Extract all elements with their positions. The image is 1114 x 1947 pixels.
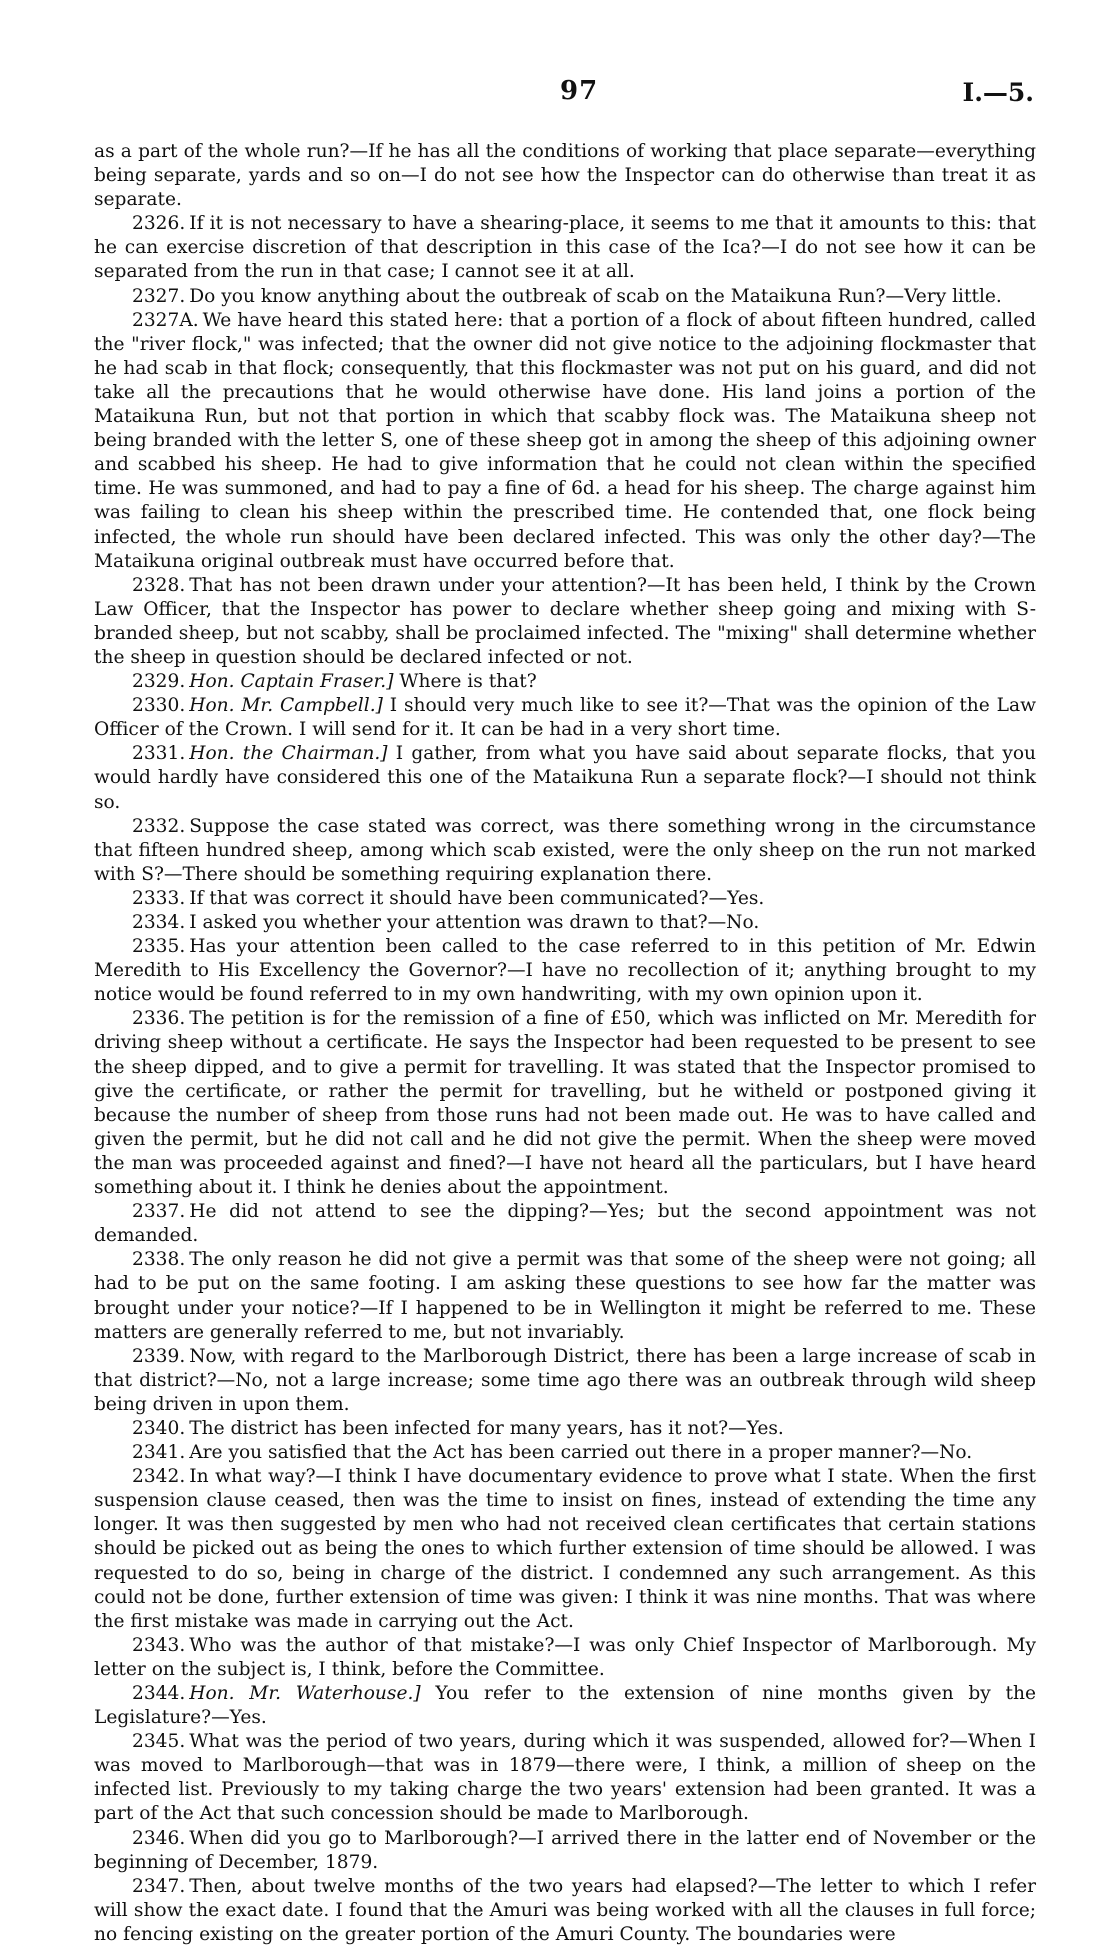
- paragraph-text: Suppose the case stated was correct, was there something wrong in the circumstance that fifteen hundred sheep, among which scab existed, were the only sheep on the run not marked with S?—There should be something requiring explanation there.: [94, 815, 1036, 885]
- paragraph-text: When did you go to Marlborough?—I arrived there in the latter end of November or the beginning of December, 1879.: [94, 1827, 1036, 1873]
- paragraph: [94, 212, 1036, 284]
- paragraph-text: Where is that?: [399, 671, 537, 693]
- paragraph: [94, 1417, 1036, 1441]
- paragraph-text: Has your attention been called to the case referred to in this petition of Mr. Edwin Meredith to His Excellency the Governor?—I have no recollection of it; anything brought to my notice would be found referred to in my own handwriting, with my own opinion upon it.: [94, 936, 1036, 1006]
- paragraph: [94, 1730, 1036, 1826]
- question-number: 2341.: [132, 1442, 186, 1464]
- speaker-name: Hon. Mr. Waterhouse.]: [189, 1683, 421, 1704]
- paragraph-text: Who was the author of that mistake?—I was only Chief Inspector of Marlborough. My letter on the subject is, I think, before the Committee.: [94, 1634, 1036, 1680]
- paragraph: [94, 309, 1036, 574]
- paragraph: [94, 1007, 1036, 1200]
- question-number: 2343.: [132, 1634, 186, 1656]
- paragraph: [94, 574, 1036, 670]
- paragraph: [94, 1200, 1036, 1248]
- question-number: 2335.: [132, 936, 186, 958]
- question-number: 2339.: [132, 1345, 186, 1367]
- question-number: 2345.: [132, 1731, 186, 1753]
- question-number: 2328.: [132, 574, 186, 596]
- paragraph-text: What was the period of two years, during which it was suspended, allowed for?—When I was moved to Marlborough—that was in 1879—there were, I think, a million of sheep on the infected list. Previously to my taking charge the two years' extension had been granted. It was a part of the Act that such concession should be made to Marlborough.: [94, 1731, 1036, 1825]
- paragraph-text: Are you satisfied that the Act has been carried out there in a proper manner?—No.: [189, 1442, 973, 1464]
- paragraph-text: I gather, from what you have said about separate flocks, that you would hardly have considered this one of the Mataikuna Run a separate flock?—I should not think so.: [94, 743, 1036, 813]
- paragraph-text: I should very much like to see it?—That was the opinion of the Law Officer of the Crown. I will send for it. It can be had in a very short time.: [94, 695, 1036, 741]
- paragraph-text: Now, with regard to the Marlborough District, there has been a large increase of scab in that district?—No, not a large increase; some time ago there was an outbreak through wild sheep being driven in upon them.: [94, 1345, 1036, 1415]
- paragraph-text: as a part of the whole run?—If he has all the conditions of working that place separate—everything being separate, yards and so on—I do not see how the Inspector can do otherwise than treat it as separate.: [94, 141, 1036, 211]
- question-number: 2331.: [132, 743, 186, 765]
- evidence-text: [94, 140, 1036, 1947]
- paragraph-text: He did not attend to see the dipping?—Yes; but the second appointment was not demanded.: [94, 1201, 1036, 1247]
- paragraph-text: We have heard this stated here: that a portion of a flock of about fifteen hundred, called the "river flock," was infected; that the owner did not give notice to the adjoining flockmaster that he had scab in that flock; consequently, that this flockmaster was not put on his guard, and did not take all the precautions that he would otherwise have done. His land joins a portion of the Mataikuna Run, but not that portion in which that scabby flock was. The Mataikuna sheep not being branded with the letter S, one of these sheep got in among the sheep of this adjoining owner and scabbed his sheep. He had to give information that he could not clean within the specified time. He was summoned, and had to pay a fine of 6d. a head for his sheep. The charge against him was failing to clean his sheep within the prescribed time. He contended that, one flock being infected, the whole run should have been declared infected. This was only the other day?—The Mataikuna original outbreak must have occurred before that.: [94, 309, 1036, 572]
- paragraph: [94, 1465, 1036, 1634]
- paragraph: [94, 670, 1036, 694]
- paragraph: [94, 815, 1036, 887]
- question-number: 2347.: [132, 1875, 186, 1897]
- paragraph: [94, 140, 1036, 212]
- question-number: 2327A.: [132, 309, 199, 331]
- paragraph: [94, 742, 1036, 814]
- paragraph-text: In what way?—I think I have documentary evidence to prove what I state. When the first suspension clause ceased, then was the time to insist on fines, instead of extending the time any longer. It was then suggested by men who had not received clean certificates that certain stations should be picked out as being the ones to which further extension of time should be allowed. I was requested to do so, being in charge of the district. I condemned any such arrangement. As this could not be done, further extension of time was given: I think it was nine months. That was where the first mistake was made in carrying out the Act.: [94, 1466, 1036, 1632]
- paragraph: [94, 911, 1036, 935]
- paragraph-text: I asked you whether your attention was drawn to that?—No.: [189, 912, 760, 933]
- paragraph-text: If that was correct it should have been communicated?—Yes.: [189, 887, 765, 909]
- question-number: 2332.: [132, 815, 186, 837]
- paragraph: [94, 1827, 1036, 1875]
- question-number: 2338.: [132, 1249, 186, 1271]
- question-number: 2330.: [132, 695, 186, 717]
- question-number: 2333.: [132, 887, 186, 909]
- paragraph-text: You refer to the extension of nine months given by the Legislature?—Yes.: [94, 1683, 1036, 1729]
- paragraph: [94, 1248, 1036, 1344]
- page-number: 97: [560, 76, 599, 106]
- paragraph-text: Do you know anything about the outbreak of scab on the Mataikuna Run?—Very little.: [189, 285, 1002, 307]
- paragraph-text: If it is not necessary to have a shearing-place, it seems to me that it amounts to this: that he can exercise discretion of that description in this case of the Ica?—I do not see how it can be separated from the run in that case; I cannot see it at all.: [94, 213, 1036, 283]
- paragraph-text: The only reason he did not give a permit was that some of the sheep were not going; all had to be put on the same footing. I am asking these questions to see how far the matter was brought under your notice?—If I happened to be in Wellington it might be referred to me. These matters are generally referred to me, but not invariably.: [94, 1249, 1036, 1343]
- paragraph: [94, 285, 1036, 309]
- paragraph: [94, 1345, 1036, 1417]
- paragraph-text: The district has been infected for many years, has it not?—Yes.: [189, 1417, 784, 1439]
- question-number: 2342.: [132, 1466, 186, 1488]
- speaker-name: Hon. Captain Fraser.]: [189, 671, 394, 693]
- question-number: 2337.: [132, 1201, 186, 1223]
- question-number: 2340.: [132, 1417, 186, 1439]
- paragraph-text: That has not been drawn under your attention?—It has been held, I think by the Crown Law Officer, that the Inspector has power to declare whether sheep going and mixing with S-branded sheep, but not scabby, shall be proclaimed infected. The "mixing" shall determine whether the sheep in question should be declared infected or not.: [94, 574, 1036, 668]
- paragraph: [94, 935, 1036, 1007]
- question-number: 2344.: [132, 1683, 186, 1704]
- question-number: 2327.: [132, 285, 186, 307]
- paragraph-text: The petition is for the remission of a fine of £50, which was inflicted on Mr. Meredith for driving sheep without a certificate. He says the Inspector had been requested to be present to see the sheep dipped, and to give a permit for travelling. It was stated that the Inspector promised to give the certificate, or rather the permit for travelling, but he witheld or postponed giving it because the number of sheep from those runs had not been made out. He was to have called and given the permit, but he did not call and he did not give the permit. When the sheep were moved the man was proceeded against and fined?—I have not heard all the particulars, but I have heard something about it. I think he denies about the appointment.: [94, 1008, 1036, 1199]
- paragraph: [94, 887, 1036, 911]
- paragraph: [94, 1682, 1036, 1730]
- question-number: 2346.: [132, 1827, 186, 1849]
- speaker-name: Hon. the Chairman.]: [189, 743, 388, 765]
- paragraph: [94, 1875, 1036, 1947]
- speaker-name: Hon. Mr. Campbell.]: [189, 695, 383, 717]
- question-number: 2329.: [132, 671, 186, 693]
- paragraph: [94, 1441, 1036, 1465]
- paragraph-text: Then, about twelve months of the two years had elapsed?—The letter to which I refer will show the exact date. I found that the Amuri was being worked with all the clauses in full force; no fencing existing on the greater portion of the Amuri County. The boundaries were: [94, 1875, 1036, 1945]
- paragraph: [94, 694, 1036, 742]
- question-number: 2326.: [132, 213, 186, 235]
- paragraph: [94, 1634, 1036, 1682]
- document-reference: I.—5.: [962, 78, 1034, 107]
- question-number: 2336.: [132, 1008, 186, 1030]
- question-number: 2334.: [132, 912, 186, 933]
